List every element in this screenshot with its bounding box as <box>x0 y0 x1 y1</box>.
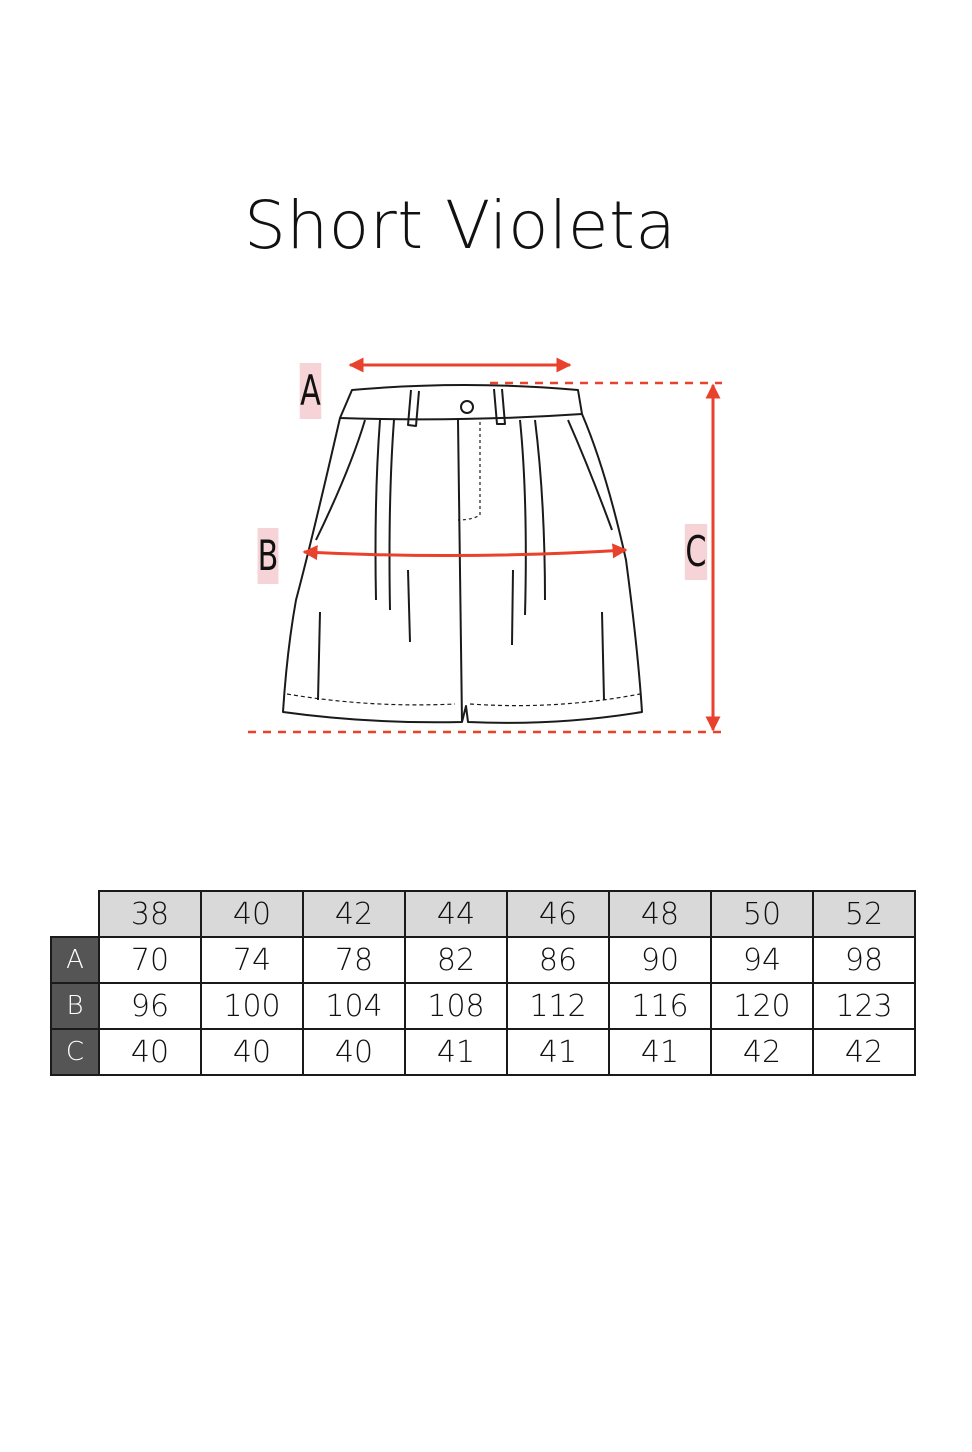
label-c: C <box>685 524 707 580</box>
shorts-outline <box>283 414 642 723</box>
size-header: 38 <box>99 891 201 937</box>
size-header: 46 <box>507 891 609 937</box>
size-table <box>50 890 916 1076</box>
label-a: A <box>300 363 322 419</box>
table-cell: 40 <box>201 1029 303 1075</box>
table-corner <box>51 891 99 937</box>
row-label: B <box>51 983 99 1029</box>
button-icon <box>461 401 473 413</box>
table-cell: 116 <box>609 983 711 1029</box>
table-cell: 82 <box>405 937 507 983</box>
table-cell: 42 <box>813 1029 915 1075</box>
size-header: 44 <box>405 891 507 937</box>
table-cell: 100 <box>201 983 303 1029</box>
size-header-row <box>51 891 915 937</box>
waistband <box>340 385 582 419</box>
page-title: Short Violeta <box>244 187 677 264</box>
table-cell: 78 <box>303 937 405 983</box>
size-header: 40 <box>201 891 303 937</box>
size-header: 48 <box>609 891 711 937</box>
label-b: B <box>258 528 279 584</box>
arrow-b <box>304 550 626 556</box>
table-row-a <box>51 937 915 983</box>
table-cell: 96 <box>99 983 201 1029</box>
table-cell: 40 <box>303 1029 405 1075</box>
table-cell: 74 <box>201 937 303 983</box>
table-cell: 41 <box>507 1029 609 1075</box>
table-cell: 108 <box>405 983 507 1029</box>
size-header: 52 <box>813 891 915 937</box>
table-row-b <box>51 983 915 1029</box>
table-cell: 104 <box>303 983 405 1029</box>
table-cell: 40 <box>99 1029 201 1075</box>
table-cell: 90 <box>609 937 711 983</box>
table-cell: 123 <box>813 983 915 1029</box>
belt-loop-left <box>408 390 419 426</box>
table-cell: 94 <box>711 937 813 983</box>
size-header: 50 <box>711 891 813 937</box>
table-cell: 41 <box>609 1029 711 1075</box>
table-cell: 42 <box>711 1029 813 1075</box>
table-cell: 41 <box>405 1029 507 1075</box>
table-cell: 120 <box>711 983 813 1029</box>
table-row-c <box>51 1029 915 1075</box>
table-cell: 70 <box>99 937 201 983</box>
row-label: A <box>51 937 99 983</box>
table-cell: 112 <box>507 983 609 1029</box>
row-label: C <box>51 1029 99 1075</box>
table-cell: 98 <box>813 937 915 983</box>
size-header: 42 <box>303 891 405 937</box>
table-cell: 86 <box>507 937 609 983</box>
